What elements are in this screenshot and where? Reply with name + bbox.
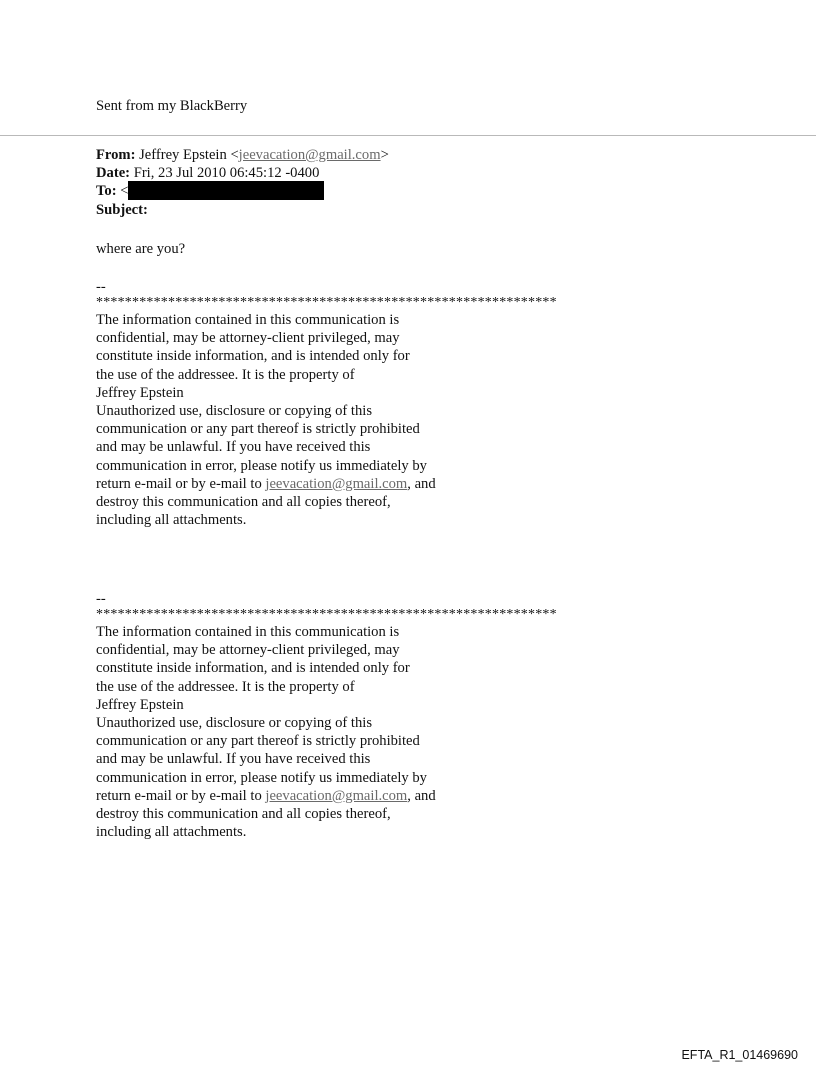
disclaimer-line: Jeffrey Epstein [96, 696, 184, 713]
date-row [96, 164, 389, 182]
disclaimer-email-link[interactable]: jeevacation@gmail.com [265, 475, 408, 492]
message-body: where are you? [96, 241, 186, 257]
from-row [96, 146, 389, 164]
document-id-stamp: EFTA_R1_01469690 [681, 1048, 798, 1062]
header-divider [0, 135, 816, 136]
disclaimer-line: the use of the addressee. It is the property of [96, 366, 355, 383]
disclaimer-line: and may be unlawful. If you have received this [96, 439, 371, 456]
stars-divider: **************************************************************** [96, 607, 557, 622]
disclaimer-line: destroy this communication and all copies thereof, [96, 494, 391, 511]
disclaimer-line: The information contained in this communication is [96, 624, 400, 640]
return-prefix: return e-mail or by e-mail to [96, 787, 266, 804]
disclaimer-block [96, 278, 557, 529]
disclaimer-block [96, 590, 557, 841]
subject-label: Subject: [96, 201, 148, 218]
disclaimer-email-link[interactable]: jeevacation@gmail.com [265, 787, 408, 804]
disclaimer-return-line [96, 475, 557, 493]
signature-dash: -- [96, 279, 106, 295]
disclaimer-line: Unauthorized use, disclosure or copying of this [96, 715, 373, 732]
disclaimer-line: and may be unlawful. If you have received this [96, 751, 371, 768]
stars-divider: **************************************************************** [96, 295, 557, 310]
from-email-link[interactable]: jeevacation@gmail.com [238, 147, 381, 163]
disclaimer-line: constitute inside information, and is intended only for [96, 660, 410, 677]
return-prefix: return e-mail or by e-mail to [96, 475, 266, 492]
to-row [96, 182, 389, 200]
date-label: Date: [96, 165, 131, 182]
disclaimer-line: Jeffrey Epstein [96, 384, 184, 401]
return-suffix: , and [407, 475, 436, 492]
to-label: To: [96, 183, 117, 200]
disclaimer-text [96, 623, 557, 841]
signature-dash: -- [96, 591, 106, 607]
disclaimer-line: The information contained in this communication is [96, 312, 400, 328]
sent-from-note: Sent from my BlackBerry [96, 98, 248, 114]
disclaimer-line: the use of the addressee. It is the property of [96, 678, 355, 695]
disclaimer-line: including all attachments. [96, 512, 247, 529]
disclaimer-line: communication in error, please notify us immediately by [96, 769, 427, 786]
from-label: From: [96, 147, 136, 163]
disclaimer-line: communication or any part thereof is strictly prohibited [96, 421, 420, 438]
from-gt: > [380, 147, 389, 163]
disclaimer-text [96, 311, 557, 529]
disclaimer-line: constitute inside information, and is intended only for [96, 348, 410, 365]
from-lt: < [230, 147, 239, 163]
subject-row [96, 201, 389, 219]
disclaimer-line: communication or any part thereof is strictly prohibited [96, 733, 420, 750]
to-lt: < [120, 183, 129, 200]
disclaimer-line: communication in error, please notify us immediately by [96, 457, 427, 474]
disclaimer-line: including all attachments. [96, 824, 247, 841]
disclaimer-line: confidential, may be attorney-client privileged, may [96, 642, 400, 659]
disclaimer-line: Unauthorized use, disclosure or copying of this [96, 403, 373, 420]
email-header [96, 146, 389, 219]
to-redaction-box [128, 181, 324, 200]
disclaimer-line: destroy this communication and all copies thereof, [96, 806, 391, 823]
from-name: Jeffrey Epstein [139, 147, 227, 163]
disclaimer-line: confidential, may be attorney-client privileged, may [96, 330, 400, 347]
return-suffix: , and [407, 787, 436, 804]
disclaimer-return-line [96, 787, 557, 805]
date-value: Fri, 23 Jul 2010 06:45:12 -0400 [133, 165, 320, 182]
